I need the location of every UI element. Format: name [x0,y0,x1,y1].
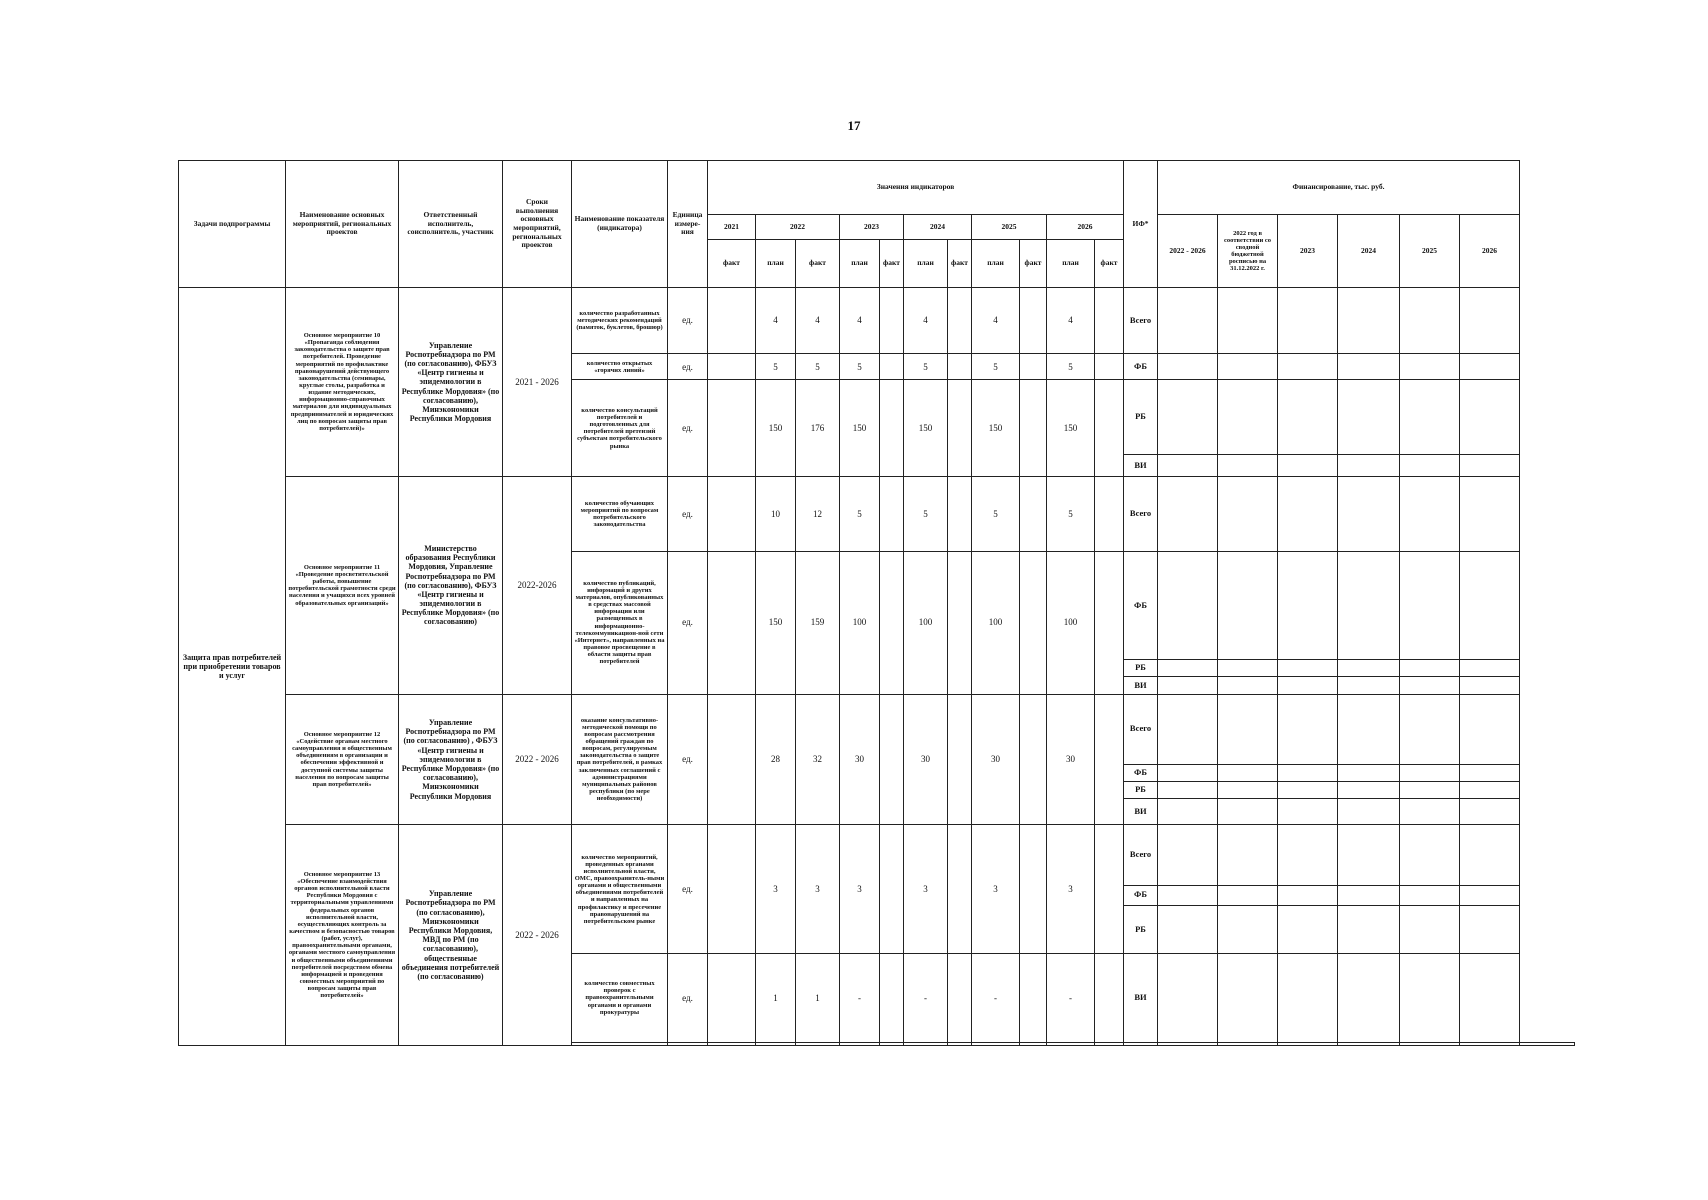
indicator-value: 5 [840,354,880,380]
indicator-value: 30 [904,694,948,825]
source-total: Всего [1124,287,1158,353]
sub-header: факт [948,239,972,287]
activity-executor: Министерство образования Республики Мордовия, Управление Роспотребнадзора по РМ (по согласованию), ФБУЗ «Центр гигиены и эпидемиологии в Республике Мордовия» (по согласованию) [399,477,503,694]
indicator-value [1095,354,1124,380]
indicator-value: - [904,954,948,1043]
indicator-value: 100 [1047,551,1095,694]
col-indicator: Наименование показателя (индикатора) [572,161,668,288]
indicator-name: оказание консультативно-методической помощи по вопросам рассмотрения обращений граждан по вопросам, регулируемым законодательства о защите прав потребителей, в рамках заключенных соглашений с администрациями муниципальных районов республики (по мере необходимости) [572,694,668,825]
indicator-value: 100 [840,551,880,694]
indicator-unit: ед. [668,825,708,954]
indicator-value: 30 [972,694,1020,825]
indicator-value [948,825,972,954]
source-vi: ВИ [1124,954,1158,1043]
year-2021: 2021 [708,215,756,239]
table-row [179,477,1575,552]
indicator-value [708,354,756,380]
indicator-value [948,354,972,380]
indicator-name: количество мероприятий, проведенных органами исполнительной власти, ОМС, правоохранитель-ными органами и общественными объединениями потребителей и направленных на профилактику и пресечение правонарушений на потребительском рынке [572,825,668,954]
indicator-value: 3 [972,825,1020,954]
col-activity: Наименование основных мероприятий, региональных проектов [286,161,399,288]
fin-year-2026: 2026 [1460,215,1520,287]
indicator-value [1020,694,1047,825]
source-vi: ВИ [1124,454,1158,476]
indicator-value [1095,380,1124,477]
indicator-value: 159 [796,551,840,694]
sub-header: факт [880,239,904,287]
source-fb: ФБ [1124,354,1158,380]
sub-header: факт [1020,239,1047,287]
fin-year-2025: 2025 [1400,215,1460,287]
indicator-name: количество обучающих мероприятий по вопросам потребительского законодательства [572,477,668,552]
indicator-value [708,287,756,353]
program-table [178,160,1575,1046]
indicator-value [1020,477,1047,552]
sub-header: факт [708,239,756,287]
source-rb: РБ [1124,782,1158,799]
indicator-value: 3 [1047,825,1095,954]
activity-executor: Управление Роспотребнадзора по РМ (по согласованию) , ФБУЗ «Центр гигиены и эпидемиологии в Республике Мордовия» (по согласованию), Минэкономики Республики Мордовия [399,694,503,825]
indicator-value: 12 [796,477,840,552]
source-total: Всего [1124,825,1158,885]
activity-terms: 2021 - 2026 [503,287,572,476]
indicator-value: 5 [904,354,948,380]
indicator-value [708,694,756,825]
indicator-value: 5 [756,354,796,380]
indicator-value [1095,954,1124,1043]
indicator-name: количество разработанных методических рекомендаций (памяток, буклетов, брошюр) [572,287,668,353]
indicator-value [948,477,972,552]
indicator-value [1020,825,1047,954]
col-financing: Финансирование, тыс. руб. [1158,161,1520,215]
fin-year-2023: 2023 [1278,215,1338,287]
indicator-value: 3 [756,825,796,954]
col-executor: Ответственный исполнитель, соисполнитель, участник [399,161,503,288]
fin-year-total: 2022 - 2026 [1158,215,1218,287]
col-indicator-values: Значения индикаторов [708,161,1124,215]
indicator-value: 3 [796,825,840,954]
indicator-value [1020,551,1047,694]
indicator-unit: ед. [668,287,708,353]
sub-header: факт [796,239,840,287]
activity-terms: 2022 - 2026 [503,825,572,1046]
activity-terms: 2022-2026 [503,477,572,694]
indicator-unit: ед. [668,477,708,552]
source-fb: ФБ [1124,885,1158,905]
indicator-unit: ед. [668,551,708,694]
indicator-value: 5 [840,477,880,552]
year-2022: 2022 [756,215,840,239]
indicator-value [1020,354,1047,380]
sub-header: план [904,239,948,287]
indicator-value: 28 [756,694,796,825]
indicator-value [708,551,756,694]
indicator-value [1020,287,1047,353]
indicator-value [1095,287,1124,353]
indicator-value: 176 [796,380,840,477]
year-2023: 2023 [840,215,904,239]
indicator-value: 4 [972,287,1020,353]
source-fb: ФБ [1124,765,1158,782]
sub-header: факт [1095,239,1124,287]
indicator-name: количество совместных проверок с правоохранительными органами и органами прокуратуры [572,954,668,1043]
indicator-value: 150 [756,551,796,694]
indicator-unit: ед. [668,380,708,477]
indicator-value: 5 [904,477,948,552]
indicator-value [880,287,904,353]
indicator-value [1095,551,1124,694]
col-unit: Единица измере-ния [668,161,708,288]
indicator-value: 4 [796,287,840,353]
indicator-value [880,954,904,1043]
indicator-unit: ед. [668,954,708,1043]
indicator-value [880,825,904,954]
sub-header: план [840,239,880,287]
indicator-value [948,551,972,694]
header-row-1 [179,161,1575,215]
indicator-value: 150 [756,380,796,477]
indicator-value: 150 [904,380,948,477]
indicator-value [880,477,904,552]
indicator-value: 30 [1047,694,1095,825]
col-task: Задачи подпрограммы [179,161,286,288]
indicator-value [1095,825,1124,954]
activity-executor: Управление Роспотребнадзора по РМ (по согласованию), Минэкономики Республики Мордовия, МВД по РМ (по согласованию), общественные объединения потребителей (по согласованию) [399,825,503,1046]
indicator-value [880,354,904,380]
indicator-value: 4 [840,287,880,353]
indicator-value [708,477,756,552]
year-2026: 2026 [1047,215,1124,239]
indicator-value [1095,694,1124,825]
indicator-name: количество публикаций, информаций и других материалов, опубликованных в средствах массовой информации или размещенных в информационно-телекоммуникацион-ной сети «Интернет», направленных на правовое просвещение в области защиты прав потребителей [572,551,668,694]
indicator-value: 1 [796,954,840,1043]
indicator-value [1020,380,1047,477]
indicator-value: 4 [1047,287,1095,353]
indicator-value: 150 [1047,380,1095,477]
indicator-name: количество открытых «горячих линий» [572,354,668,380]
source-vi: ВИ [1124,799,1158,825]
activity-name: Основное мероприятие 13 «Обеспечение взаимодействия органов исполнительной власти Республики Мордовия с территориальными управлениями федеральных органов исполнительной власти, осуществляющих контроль за качеством и безопасностью товаров (работ, услуг), правоохранительными органами, органами местного самоуправления и общественными объединениями потребителей посредством обмена информацией и проведения совместных мероприятий по вопросам защиты прав потребителей» [286,825,399,1046]
indicator-value [880,551,904,694]
col-terms: Сроки выполнения основных мероприятий, региональных проектов [503,161,572,288]
indicator-value: 32 [796,694,840,825]
indicator-value: 150 [840,380,880,477]
source-total: Всего [1124,477,1158,552]
indicator-value: 100 [904,551,948,694]
indicator-value: 4 [756,287,796,353]
indicator-value: 30 [840,694,880,825]
activity-name: Основное мероприятие 12 «Содействие органам местного самоуправления и общественным объединениям в организации и обеспечении эффективной и доступной системы защиты населения по вопросам защиты прав потребителей» [286,694,399,825]
indicator-value [708,380,756,477]
indicator-value [708,825,756,954]
indicator-value [1095,477,1124,552]
indicator-value [948,287,972,353]
source-fb: ФБ [1124,551,1158,660]
indicator-value [948,954,972,1043]
sub-header: план [756,239,796,287]
indicator-value: - [1047,954,1095,1043]
page-number: 17 [847,118,861,133]
sub-header: план [972,239,1020,287]
fin-year-2024: 2024 [1338,215,1400,287]
indicator-unit: ед. [668,354,708,380]
fin-year-2022: 2022 год в соответствии со сводной бюджетной росписью на 31.12.2022 г. [1218,215,1278,287]
task-name: Защита прав потребителей при приобретении товаров и услуг [179,287,286,1045]
indicator-value: 5 [796,354,840,380]
indicator-value [1020,954,1047,1043]
year-2024: 2024 [904,215,972,239]
activity-name: Основное мероприятие 10 «Пропаганда соблюдения законодательства о защите прав потребителей. Проведение мероприятий по профилактике правонарушений действующего законодательства (семинары, круглые столы, разработка и издание методических, информационно-справочных материалов для индивидуальных предпринимателей и юридических лиц по вопросам защиты прав потребителей)» [286,287,399,476]
table-row [179,825,1575,885]
activity-name: Основное мероприятие 11 «Проведение просветительской работы, повышение потребительской грамотности среди населения и учащихся всех уровней образовательных организаций» [286,477,399,694]
table-row [179,694,1575,764]
indicator-value: 150 [972,380,1020,477]
source-rb: РБ [1124,660,1158,677]
sub-header: план [1047,239,1095,287]
indicator-value: 3 [904,825,948,954]
col-source: ИФ* [1124,161,1158,288]
source-rb: РБ [1124,380,1158,455]
indicator-value: 5 [972,354,1020,380]
indicator-value [948,694,972,825]
source-total: Всего [1124,694,1158,764]
indicator-value: 3 [840,825,880,954]
table-row [179,287,1575,353]
indicator-value [880,694,904,825]
indicator-value: - [840,954,880,1043]
activity-terms: 2022 - 2026 [503,694,572,825]
indicator-value [948,380,972,477]
indicator-unit: ед. [668,694,708,825]
indicator-value: - [972,954,1020,1043]
indicator-value: 10 [756,477,796,552]
indicator-value: 4 [904,287,948,353]
source-rb: РБ [1124,905,1158,953]
year-2025: 2025 [972,215,1047,239]
source-vi: ВИ [1124,677,1158,694]
indicator-value: 5 [1047,477,1095,552]
indicator-value: 5 [1047,354,1095,380]
activity-executor: Управление Роспотребнадзора по РМ (по согласованию), ФБУЗ «Центр гигиены и эпидемиологии в Республике Мордовия» (по согласованию), Минэкономики Республики Мордовия [399,287,503,476]
indicator-value: 5 [972,477,1020,552]
indicator-value [708,954,756,1043]
indicator-value: 1 [756,954,796,1043]
indicator-name: количество консультаций потребителей и подготовленных для потребителей претензий субъектам потребительского рынка [572,380,668,477]
indicator-value [880,380,904,477]
indicator-value: 100 [972,551,1020,694]
